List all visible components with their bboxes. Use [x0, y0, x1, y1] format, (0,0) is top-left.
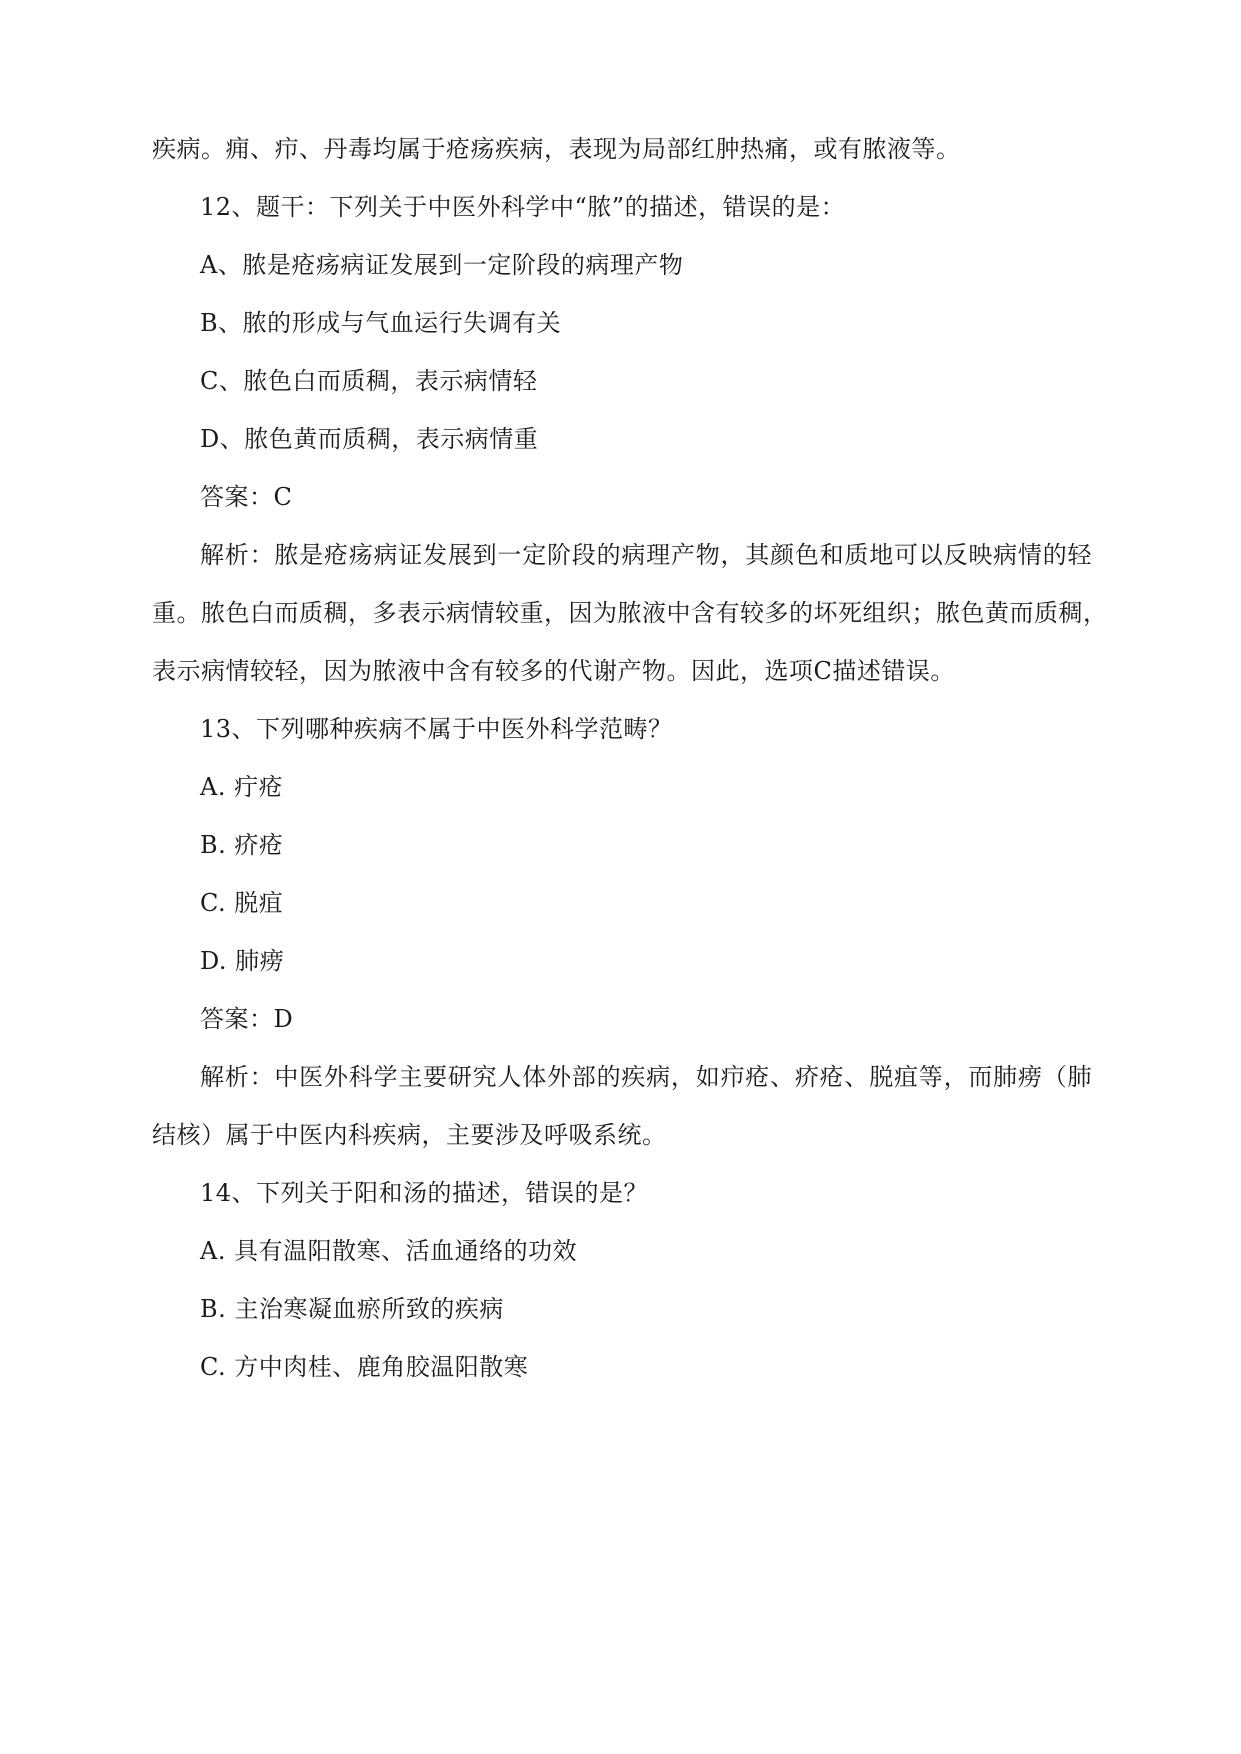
question-13-option-a: A. 疔疮	[200, 773, 284, 801]
question-13-analysis-line-1: 解析：中医外科学主要研究人体外部的疾病，如疖疮、疥疮、脱疽等，而肺痨（肺	[200, 1063, 1092, 1091]
question-13-option-c: C. 脱疽	[200, 889, 284, 917]
question-14-option-a: A. 具有温阳散寒、活血通络的功效	[200, 1237, 578, 1265]
question-12-option-d: D、脓色黄而质稠，表示病情重	[200, 425, 539, 453]
question-14-stem: 14、下列关于阳和汤的描述，错误的是？	[200, 1179, 649, 1207]
question-13-stem: 13、下列哪种疾病不属于中医外科学范畴？	[200, 715, 673, 743]
question-14-option-c: C. 方中肉桂、鹿角胶温阳散寒	[200, 1353, 529, 1381]
question-12-answer: 答案：C	[200, 483, 293, 511]
question-12-stem: 12、题干：下列关于中医外科学中“脓”的描述，错误的是：	[200, 193, 846, 221]
continuation-text: 疾病。痈、疖、丹毒均属于疮疡疾病，表现为局部红肿热痛，或有脓液等。	[152, 135, 961, 163]
question-13-answer: 答案：D	[200, 1005, 294, 1033]
question-14-option-b: B. 主治寒凝血瘀所致的疾病	[200, 1295, 504, 1323]
question-13-option-d: D. 肺痨	[200, 947, 285, 975]
question-13-option-b: B. 疥疮	[200, 831, 284, 859]
question-12-analysis-line-1: 解析：脓是疮疡病证发展到一定阶段的病理产物，其颜色和质地可以反映病情的轻	[200, 541, 1092, 569]
question-12-analysis-line-2: 重。脓色白而质稠，多表示病情较重，因为脓液中含有较多的坏死组织；脓色黄而质稠，	[152, 599, 1108, 627]
question-12-option-a: A、脓是疮疡病证发展到一定阶段的病理产物	[200, 251, 684, 279]
question-12-option-c: C、脓色白而质稠，表示病情轻	[200, 367, 538, 395]
question-13-analysis-line-2: 结核）属于中医内科疾病，主要涉及呼吸系统。	[152, 1121, 667, 1149]
question-12-analysis-line-3: 表示病情较轻，因为脓液中含有较多的代谢产物。因此，选项C描述错误。	[152, 657, 955, 685]
question-12-option-b: B、脓的形成与气血运行失调有关	[200, 309, 562, 337]
